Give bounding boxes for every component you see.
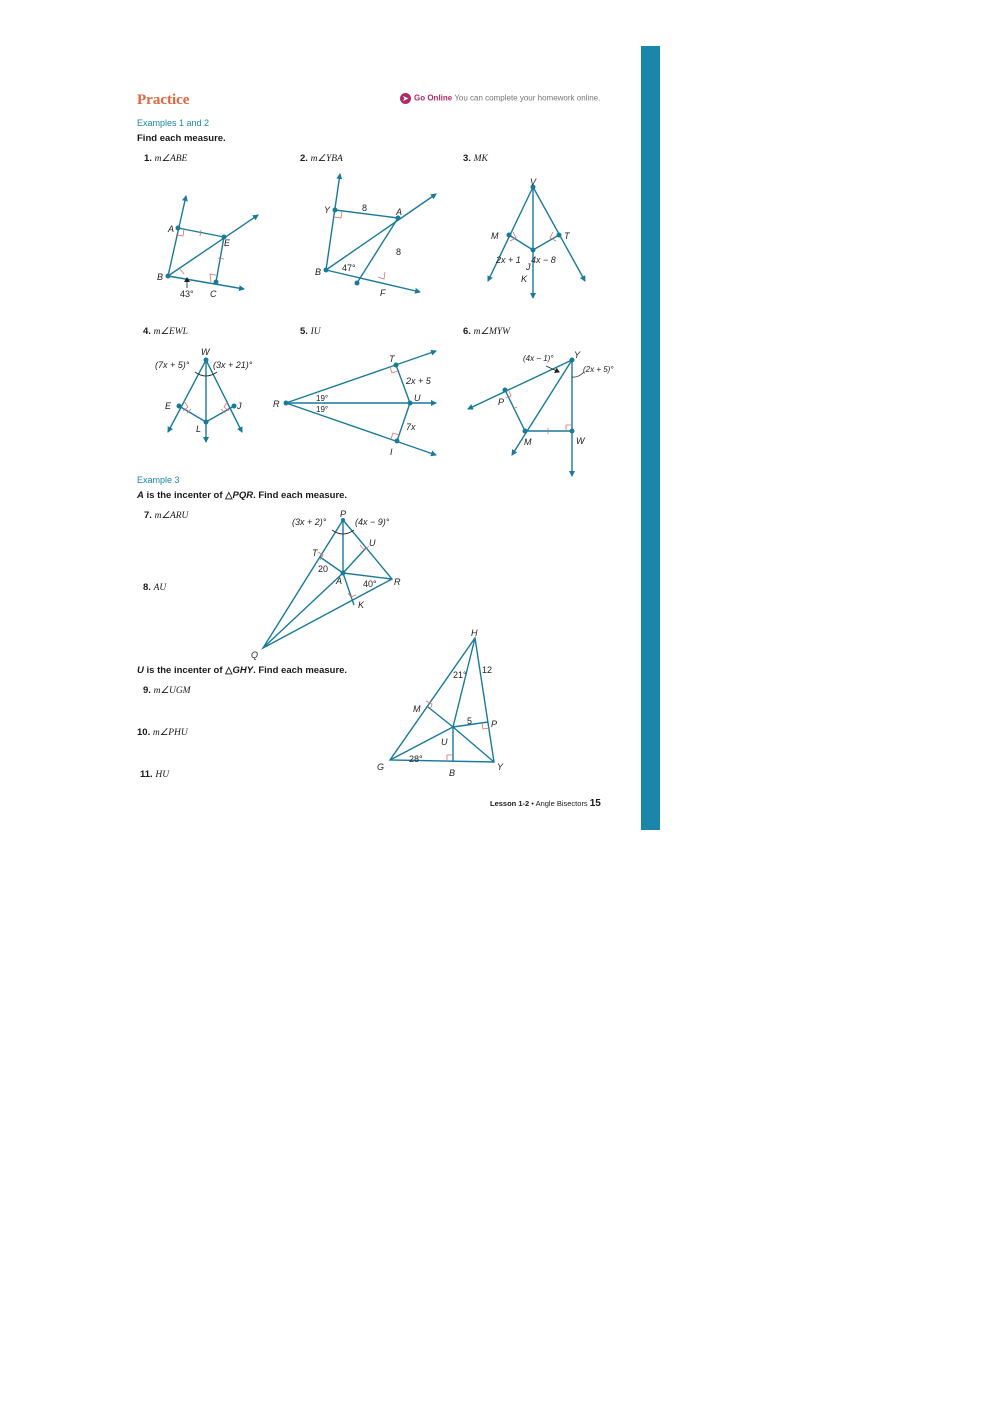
fig2-label-y: Y	[324, 205, 331, 215]
page-footer: Lesson 1-2 • Angle Bisectors 15	[490, 798, 601, 809]
fig5-label-i: I	[390, 447, 393, 457]
problem-10: 10. m∠PHU	[137, 727, 188, 738]
fig2-side-top: 8	[362, 203, 368, 213]
problem-11: 11. HU	[140, 769, 170, 780]
fig1-angle: 43°	[180, 289, 194, 299]
fig8-label-h: H	[471, 628, 478, 638]
fig7-label-p: P	[340, 509, 347, 519]
section-label-examples-1-2: Examples 1 and 2	[137, 118, 210, 128]
fig5-upper-expr: 2x + 5	[406, 376, 431, 386]
fig6-left-expr: (4x − 1)°	[523, 354, 554, 363]
problem-3: 3. MK	[463, 153, 488, 164]
fig7-side: 20	[318, 564, 329, 574]
figure-5	[273, 351, 436, 457]
figure-3	[488, 177, 585, 298]
fig5-label-r: R	[273, 399, 280, 409]
problem-7: 7. m∠ARU	[144, 510, 189, 521]
fig8-label-u: U	[441, 737, 448, 747]
fig7-right-expr: (4x − 9)°	[355, 517, 390, 527]
fig4-right-expr: (3x + 21)°	[213, 360, 253, 370]
fig8-angle-h: 21°	[453, 670, 467, 680]
fig8-label-p: P	[491, 719, 498, 729]
fig3-label-m: M	[491, 231, 499, 241]
fig8-angle-g: 28°	[409, 754, 423, 764]
problem-8: 8. AU	[143, 582, 167, 593]
fig1-label-a: A	[168, 224, 175, 234]
problem-1: 1. m∠ABE	[144, 153, 188, 164]
fig7-label-a: A	[336, 576, 343, 586]
fig1-label-e: E	[224, 238, 231, 248]
fig2-label-a: A	[396, 207, 403, 217]
figure-2	[315, 174, 436, 298]
footer-lesson: Lesson 1-2	[490, 799, 530, 808]
fig7-label-t: T	[312, 548, 318, 558]
fig2-label-b: B	[315, 267, 322, 277]
fig8-label-g: G	[377, 762, 385, 772]
figure-7	[251, 509, 401, 660]
fig3-label-k: K	[521, 274, 528, 284]
fig8-label-b: B	[449, 768, 456, 778]
fig6-label-y: Y	[574, 350, 581, 360]
fig1-label-b: B	[157, 272, 164, 282]
fig3-label-t: T	[564, 231, 570, 241]
cursor-icon: ➤	[400, 93, 411, 104]
problem-2: 2. m∠YBA	[300, 153, 343, 164]
fig3-label-j: J	[526, 262, 531, 272]
fig7-angle: 40°	[363, 579, 377, 589]
fig5-angle-bottom: 19°	[316, 405, 329, 414]
fig8-label-y: Y	[497, 762, 504, 772]
fig5-label-t: T	[389, 354, 395, 364]
problem-4: 4. m∠EWL	[143, 326, 188, 337]
fig5-label-u: U	[414, 393, 421, 403]
fig3-label-v: V	[530, 177, 537, 187]
fig2-angle: 47°	[342, 263, 356, 273]
page-title: Practice	[137, 92, 190, 108]
fig7-label-r: R	[394, 577, 401, 587]
section-label-example-3: Example 3	[137, 475, 180, 485]
fig2-label-f: F	[380, 288, 386, 298]
fig5-angle-top: 19°	[316, 394, 329, 403]
figure-4	[155, 347, 253, 442]
fig8-label-m: M	[413, 704, 421, 714]
figure-6	[468, 350, 614, 476]
fig4-label-e: E	[165, 401, 172, 411]
problem-6: 6. m∠MYW	[463, 326, 511, 337]
figure-1	[157, 196, 258, 299]
fig7-label-q: Q	[251, 650, 259, 660]
go-online-label[interactable]: Go Online	[414, 93, 453, 103]
figure-8	[377, 628, 504, 778]
fig3-left-expr: 2x + 1	[496, 255, 521, 265]
fig8-side-up: 5	[467, 716, 473, 726]
fig5-lower-expr: 7x	[406, 422, 416, 432]
problem-9: 9. m∠UGM	[143, 685, 191, 696]
fig1-label-c: C	[210, 289, 217, 299]
fig6-label-p: P	[498, 397, 505, 407]
fig6-label-m: M	[524, 437, 532, 447]
fig4-label-w: W	[201, 347, 210, 357]
instruction-incenter-ghy: U is the incenter of △GHY. Find each measure.	[137, 665, 348, 676]
fig4-left-expr: (7x + 5)°	[155, 360, 190, 370]
page-number: 15	[589, 798, 601, 809]
go-online-text: You can complete your homework online.	[454, 93, 601, 103]
fig4-label-l: L	[196, 424, 202, 434]
instruction-incenter-pqr: A is the incenter of △PQR. Find each measure.	[137, 490, 348, 501]
fig8-side-hp: 12	[482, 665, 493, 675]
fig2-side-right: 8	[396, 247, 402, 257]
fig3-right-expr: 4x − 8	[531, 255, 556, 265]
fig6-label-w: W	[576, 436, 585, 446]
fig7-left-expr: (3x + 2)°	[292, 517, 327, 527]
instruction-find-measure: Find each measure.	[137, 133, 226, 144]
fig7-label-u: U	[369, 538, 376, 548]
fig4-label-j: J	[237, 401, 242, 411]
problem-5: 5. IU	[300, 326, 321, 337]
fig7-label-k: K	[358, 600, 365, 610]
fig6-right-expr: (2x + 5)°	[583, 365, 614, 374]
footer-topic: Angle Bisectors	[535, 799, 588, 808]
